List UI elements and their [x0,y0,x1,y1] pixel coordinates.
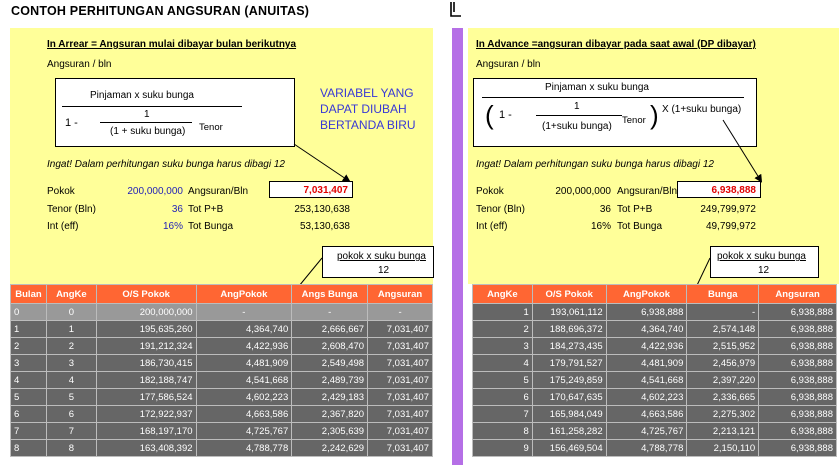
cell[interactable]: 184,273,435 [532,338,606,355]
cell[interactable]: 2,397,220 [687,372,759,389]
cell[interactable]: 2,429,183 [292,389,368,406]
left-angsuran-bln-label: Angsuran/Bln [188,186,249,197]
right-col-os-pokok[interactable]: O/S Pokok [532,285,606,304]
right-formula-times: X (1+suku bunga) [662,104,742,115]
cell[interactable]: 7,031,407 [368,355,433,372]
left-formula-numerator: Pinjaman x suku bunga [90,90,194,101]
right-totbunga-label: Tot Bunga [617,221,663,232]
left-angsuran-label: Angsuran / bln [47,59,112,70]
table-row [473,440,837,457]
left-arrow-formula [294,144,349,181]
left-tenor-value[interactable]: 36 [171,204,183,215]
variable-note-line-1: VARIABEL YANG [320,86,414,100]
cell[interactable]: 2,242,629 [292,440,368,457]
table-row [11,406,433,423]
right-int-value[interactable]: 16% [590,221,611,232]
left-table [10,284,433,457]
cell[interactable]: 6,938,888 [759,389,837,406]
cell[interactable]: - [196,304,292,321]
cell[interactable]: 4,663,586 [606,406,687,423]
left-formula-one-minus: 1 - [65,117,78,129]
cell[interactable]: 175,249,859 [532,372,606,389]
left-callout-line2: 12 [378,265,390,276]
cell[interactable]: 161,258,282 [532,423,606,440]
cell[interactable]: - [687,304,759,321]
left-totpb-label: Tot P+B [188,204,224,215]
table-row [11,372,433,389]
cell[interactable]: 6,938,888 [759,406,837,423]
table-row [11,355,433,372]
right-callout-line1: pokok x suku bunga [717,251,806,262]
right-tenor-label: Tenor (Bln) [476,204,525,215]
right-formula-one: 1 [574,101,580,112]
cell[interactable]: 7,031,407 [368,406,433,423]
cell[interactable]: 4,788,778 [196,440,292,457]
right-formula-close-paren: ) [650,100,659,130]
cell[interactable]: 6 [473,389,533,406]
left-arrows [0,0,460,300]
right-note: Ingat! Dalam perhitungan suku bunga harus dibagi 12 [476,159,714,170]
cell[interactable]: 4,422,936 [196,338,292,355]
cell[interactable]: 1 [473,304,533,321]
left-int-label: Int (eff) [47,221,79,232]
cell[interactable]: 6,938,888 [759,355,837,372]
left-pokok-label: Pokok [47,186,75,197]
table-row [473,338,837,355]
cell[interactable]: 193,061,112 [532,304,606,321]
cell[interactable]: 200,000,000 [96,304,196,321]
cell[interactable]: 4,422,936 [606,338,687,355]
cell[interactable]: 163,408,392 [96,440,196,457]
left-arrow-callout [299,258,322,286]
cell[interactable]: 177,586,524 [96,389,196,406]
table-row [473,355,837,372]
cell[interactable]: 182,188,747 [96,372,196,389]
variable-note-line-2: DAPAT DIUBAH [320,102,407,116]
variable-note-line-3: BERTANDA BIRU [320,118,416,132]
right-pokok-value[interactable]: 200,000,000 [555,186,611,197]
right-totbunga-value: 49,799,972 [705,221,756,232]
cell[interactable]: 179,791,527 [532,355,606,372]
cell[interactable]: 1 [46,321,96,338]
cell[interactable]: 4,663,586 [196,406,292,423]
cell[interactable]: 2 [46,338,96,355]
cell[interactable]: 2,213,121 [687,423,759,440]
left-int-value[interactable]: 16% [162,221,183,232]
right-angsuran-bln-value: 6,938,888 [677,181,761,198]
cell[interactable]: 7,031,407 [368,389,433,406]
table-row [11,440,433,457]
page-title: CONTOH PERHITUNGAN ANGSURAN (ANUITAS) [11,4,310,18]
table-row [11,304,433,321]
cell[interactable]: 4 [11,372,47,389]
cell[interactable]: 4,541,668 [196,372,292,389]
cell[interactable]: 2,275,302 [687,406,759,423]
cell[interactable]: 6 [46,406,96,423]
cell[interactable]: 195,635,260 [96,321,196,338]
cell[interactable]: 5 [11,389,47,406]
cell[interactable]: 4,481,909 [606,355,687,372]
right-formula-denominator: (1+suku bunga) [542,121,612,132]
table-row [473,423,837,440]
cell[interactable]: - [292,304,368,321]
cell[interactable]: 7,031,407 [368,440,433,457]
left-table-header [11,285,433,304]
right-table [472,284,837,457]
cell[interactable]: 5 [473,372,533,389]
cell[interactable]: 6,938,888 [606,304,687,321]
left-formula-one: 1 [144,109,150,120]
cell[interactable]: 9 [473,440,533,457]
right-formula-open-paren: ( [485,100,494,130]
cell[interactable]: 172,922,937 [96,406,196,423]
left-angsuran-bln-value: 7,031,407 [269,181,353,198]
cell[interactable]: 7,031,407 [368,423,433,440]
table-row [11,338,433,355]
cell[interactable]: 7,031,407 [368,321,433,338]
table-row [473,304,837,321]
right-pokok-label: Pokok [476,186,504,197]
right-int-label: Int (eff) [476,221,508,232]
left-callout-line1: pokok x suku bunga [337,251,426,262]
right-col-angke[interactable]: AngKe [473,285,533,304]
table-row [473,321,837,338]
left-tenor-label: Tenor (Bln) [47,204,96,215]
cell[interactable]: 4 [46,372,96,389]
cell[interactable]: 4,725,767 [606,423,687,440]
cell[interactable]: 7 [11,423,47,440]
cell[interactable]: 8 [473,423,533,440]
left-note: Ingat! Dalam perhitungan suku bunga harus dibagi 12 [47,159,285,170]
cell[interactable]: 2,336,665 [687,389,759,406]
cell[interactable]: - [368,304,433,321]
right-table-header [473,285,837,304]
cell[interactable]: 8 [46,440,96,457]
cell[interactable]: 8 [11,440,47,457]
cell[interactable]: 2,305,639 [292,423,368,440]
cell[interactable]: 1 [11,321,47,338]
right-callout-line2: 12 [758,265,770,276]
right-angsuran-label: Angsuran / bln [476,59,541,70]
left-formula-denominator: (1 + suku bunga) [110,126,186,137]
right-formula-numerator: Pinjaman x suku bunga [545,82,649,93]
cell[interactable]: 156,469,504 [532,440,606,457]
right-formula-exponent: Tenor [622,115,646,126]
cell[interactable]: 186,730,415 [96,355,196,372]
table-row [473,406,837,423]
cell[interactable]: 2,367,820 [292,406,368,423]
cell[interactable]: 6,938,888 [759,321,837,338]
cell[interactable]: 188,696,372 [532,321,606,338]
cell[interactable]: 7 [46,423,96,440]
cell[interactable]: 3 [46,355,96,372]
right-formula-one-minus: 1 - [499,109,512,121]
cell[interactable]: 4,788,778 [606,440,687,457]
left-col-angsuran[interactable]: Angsuran [368,285,433,304]
cell[interactable]: 168,197,170 [96,423,196,440]
cell[interactable]: 2 [473,321,533,338]
right-tenor-value[interactable]: 36 [599,204,611,215]
right-angsuran-bln-label: Angsuran/Bln [617,186,678,197]
cell[interactable]: 6,938,888 [759,440,837,457]
cell[interactable]: 4,602,223 [196,389,292,406]
table-row [11,423,433,440]
left-formula-exponent: Tenor [199,122,223,133]
cell[interactable]: 0 [46,304,96,321]
cell[interactable]: 170,647,635 [532,389,606,406]
cell[interactable]: 2,574,148 [687,321,759,338]
cell[interactable]: 4,481,909 [196,355,292,372]
cell[interactable]: 165,984,049 [532,406,606,423]
cell[interactable]: 2,549,498 [292,355,368,372]
cell[interactable]: 3 [473,338,533,355]
cell[interactable]: 191,212,324 [96,338,196,355]
cell[interactable]: 2,515,952 [687,338,759,355]
table-row [473,372,837,389]
right-col-angpokok[interactable]: AngPokok [606,285,687,304]
right-arrows [460,0,839,300]
table-row [473,389,837,406]
left-totbunga-label: Tot Bunga [188,221,234,232]
right-arrow-formula [723,120,761,181]
left-totpb-value: 253,130,638 [294,204,350,215]
left-col-os-pokok[interactable]: O/S Pokok [96,285,196,304]
cell[interactable]: 2,456,979 [687,355,759,372]
right-col-angsuran[interactable]: Angsuran [759,285,837,304]
cell[interactable]: 4,541,668 [606,372,687,389]
right-col-bunga[interactable]: Bunga [687,285,759,304]
cell[interactable]: 4 [473,355,533,372]
left-col-angpokok[interactable]: AngPokok [196,285,292,304]
cell[interactable]: 2,608,470 [292,338,368,355]
right-totpb-value: 249,799,972 [700,204,756,215]
cell[interactable]: 2,666,667 [292,321,368,338]
left-pokok-value[interactable]: 200,000,000 [127,186,183,197]
right-subtitle: In Advance =angsuran dibayar pada saat awal (DP dibayar) [476,39,756,50]
cell[interactable]: 4,602,223 [606,389,687,406]
cell[interactable]: 0 [11,304,47,321]
cell[interactable]: 4,364,740 [196,321,292,338]
cell[interactable]: 6,938,888 [759,304,837,321]
left-col-bulan[interactable]: Bulan [11,285,47,304]
cell[interactable]: 6 [11,406,47,423]
cell[interactable]: 2,489,739 [292,372,368,389]
cell[interactable]: 4,364,740 [606,321,687,338]
left-col-angke[interactable]: AngKe [46,285,96,304]
cell[interactable]: 7 [473,406,533,423]
cell[interactable]: 3 [11,355,47,372]
right-totpb-label: Tot P+B [617,204,653,215]
cell[interactable]: 6,938,888 [759,372,837,389]
cell[interactable]: 2,150,110 [687,440,759,457]
cell[interactable]: 7,031,407 [368,338,433,355]
cell[interactable]: 2 [11,338,47,355]
cell[interactable]: 5 [46,389,96,406]
table-row [11,321,433,338]
cell[interactable]: 6,938,888 [759,423,837,440]
cell[interactable]: 4,725,767 [196,423,292,440]
left-totbunga-value: 53,130,638 [299,221,350,232]
left-subtitle: In Arrear = Angsuran mulai dibayar bulan berikutnya [47,39,297,50]
cell[interactable]: 6,938,888 [759,338,837,355]
table-row [11,389,433,406]
left-col-angs-bunga[interactable]: Angs Bunga [292,285,368,304]
cell[interactable]: 7,031,407 [368,372,433,389]
